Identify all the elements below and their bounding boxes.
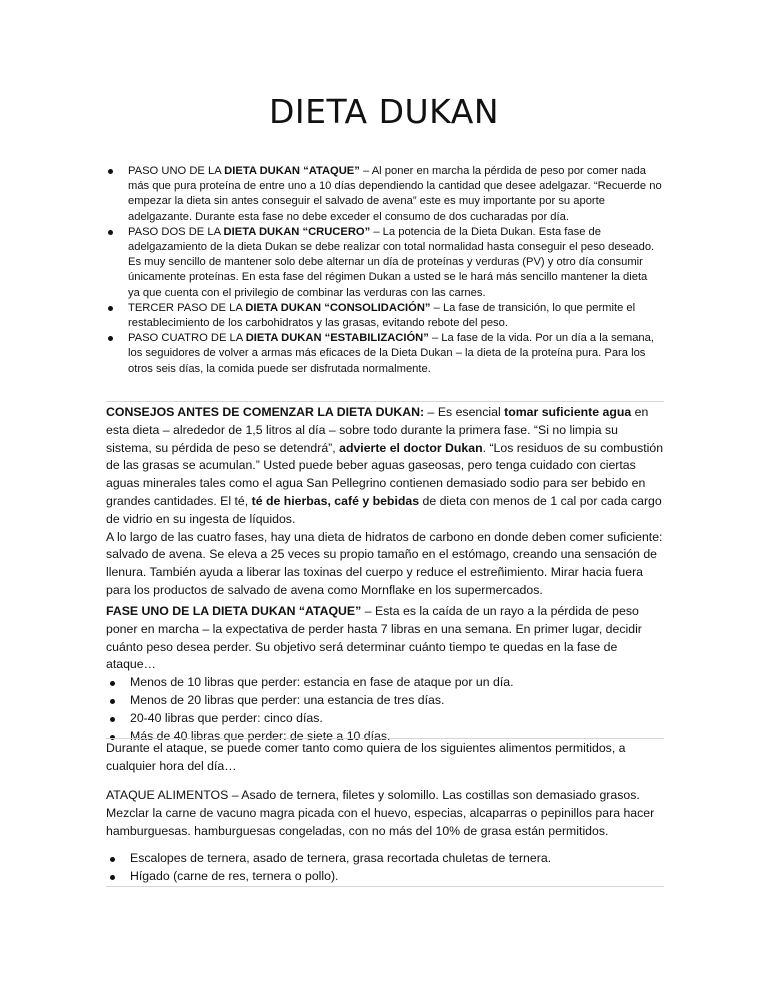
list-item bbox=[106, 850, 666, 868]
bullet-icon bbox=[108, 306, 113, 311]
step-text: – La potencia de la Dieta Dukan. Esta fase de adelgazamiento de la dieta Dukan se debe realizar con total normalidad hasta conseguir el peso deseado. Es muy sencillo de mantener solo debe alternar un día de proteínas y verduras (PV) y otro día consumir únicamente proteínas. En esta fase del régimen Dukan a usted se le hará más sencillo mantener la dieta ya que cuenta con el privilegio de combinar las verduras con las carnes. bbox=[128, 225, 655, 299]
consejos-section bbox=[106, 404, 666, 600]
consejos-text-4: de dieta con menos de 1 cal por cada cargo de vidrio en su ingesta de líquidos. bbox=[106, 493, 662, 526]
alimentos-list bbox=[106, 850, 666, 886]
step-prefix: TERCER PASO DE LA bbox=[128, 301, 246, 314]
consejos-paragraph-2: A lo largo de las cuatro fases, hay una dieta de hidratos de carbono en donde deben comer suficiente: salvado de avena. Se eleva a 25 veces su propio tamaño en el estómago, creando una sensación de llenura. También ayuda a liberar las toxinas del cuerpo y reduce el estreñimiento. Mirar hacia fuera para los productos de salvado de avena como Mornflake en los supermercados. bbox=[106, 529, 663, 597]
fase-uno-section bbox=[106, 603, 666, 745]
list-item-text: Menos de 20 libras que perder: una estancia de tres días. bbox=[130, 692, 445, 707]
bullet-icon bbox=[110, 681, 115, 686]
list-item-text: Más de 40 libras que perder: de siete a 10 días. bbox=[130, 728, 391, 743]
list-item-step-2 bbox=[106, 225, 662, 301]
fase-uno-paragraph bbox=[106, 603, 666, 674]
list-item bbox=[106, 868, 666, 886]
steps-list bbox=[106, 164, 662, 377]
step-heading: DIETA DUKAN “CONSOLIDACIÓN” bbox=[245, 301, 431, 314]
step-prefix: PASO DOS DE LA bbox=[128, 225, 224, 238]
consejos-paragraph bbox=[106, 404, 666, 529]
bullet-icon bbox=[108, 336, 113, 341]
list-item-text: Escalopes de ternera, asado de ternera, grasa recortada chuletas de ternera. bbox=[130, 851, 552, 865]
consejos-bold-2: tomar suficiente agua bbox=[504, 405, 632, 419]
document-title: DIETA DUKAN bbox=[268, 92, 500, 131]
bullet-icon bbox=[110, 875, 115, 880]
bullet-icon bbox=[108, 230, 113, 235]
consejos-text-1: – Es esencial bbox=[424, 405, 505, 419]
alimentos-paragraph: ATAQUE ALIMENTOS – Asado de ternera, filetes y solomillo. Las costillas son demasiado grasos. Mezclar la carne de vacuno magra picada con el huevo, especias, alcaparras o pepinillos para hacer hamburguesas. hamburguesas congeladas, con no más del 10% de grasa están permitidos. bbox=[106, 788, 655, 838]
fase-uno-text: – Esta es la caída de un rayo a la pérdida de peso poner en marcha – la expectativa de perder hasta 7 libras en una semana. En primer lugar, decidir cuánto peso desea perder. Su objetivo será determinar cuánto tiempo te quedas en la fase de ataque… bbox=[106, 604, 642, 672]
consejos-text-3: . “Los residuos de su combustión de las grasas se acumulan.” Usted puede beber aguas gaseosas, pero tenga cuidado con ciertas aguas minerales tales como el agua San Pellegrino contienen demasiado sodio para ser bebido en grandes cantidades. El té, bbox=[106, 440, 664, 508]
fase-uno-after: Durante el ataque, se puede comer tanto como quiera de los siguientes alimentos permitidos, a cualquier hora del día… bbox=[106, 741, 626, 773]
list-item bbox=[106, 710, 666, 728]
list-item bbox=[106, 692, 666, 710]
divider bbox=[106, 401, 664, 402]
step-heading: DIETA DUKAN “CRUCERO” bbox=[223, 225, 371, 238]
list-item-step-1 bbox=[106, 164, 662, 225]
list-item-step-3 bbox=[106, 301, 662, 331]
consejos-text-2: en esta dieta – alrededor de 1,5 litros al día – sobre todo durante la primera fase. “Si no limpia su sistema, su pérdida de peso se detendrá”, bbox=[106, 405, 649, 455]
step-prefix: PASO CUATRO DE LA bbox=[128, 332, 246, 345]
divider bbox=[106, 738, 664, 739]
step-heading: DIETA DUKAN “ESTABILIZACIÓN” bbox=[245, 332, 429, 345]
list-item-step-4 bbox=[106, 331, 662, 377]
consejos-bold-3: advierte el doctor Dukan bbox=[339, 440, 483, 455]
step-text: – La fase de la vida. Por un día a la semana, los seguidores de volver a armas más eficaces de la Dieta Dukan – la dieta de la proteína pura. Para los otros seis días, la comida puede ser disfrutada normalmente. bbox=[128, 332, 654, 375]
consejos-bold-4: té de hierbas, café y bebidas bbox=[251, 493, 420, 508]
list-item-text: Menos de 10 libras que perder: estancia en fase de ataque por un día. bbox=[130, 675, 514, 690]
list-item-text: 20-40 libras que perder: cinco días. bbox=[130, 710, 323, 725]
consejos-heading: CONSEJOS ANTES DE COMENZAR LA DIETA DUKAN: bbox=[106, 405, 425, 419]
step-text: – Al poner en marcha la pérdida de peso por comer nada más que pura proteína de entre uno a 10 días dependiendo la cantidad que desee adelgazar. “Recuerde no empezar la dieta sin antes conseguir el salvado de avena” este es muy importante por su aporte adelgazante. Durante esta fase no debe exceder el consumo de dos cucharadas por día. bbox=[128, 165, 662, 223]
bullet-icon bbox=[110, 699, 115, 704]
divider bbox=[106, 886, 664, 887]
bullet-icon bbox=[110, 717, 115, 722]
fase-uno-heading: FASE UNO DE LA DIETA DUKAN “ATAQUE” bbox=[106, 604, 362, 618]
step-heading: DIETA DUKAN “ATAQUE” bbox=[224, 165, 360, 177]
step-text: – La fase de transición, lo que permite el restablecimiento de los carbohidratos y las grasas, evitando rebote del peso. bbox=[128, 301, 636, 330]
list-item-text: Hígado (carne de res, ternera o pollo). bbox=[130, 868, 339, 883]
bullet-icon bbox=[110, 857, 115, 862]
list-item bbox=[106, 674, 666, 692]
step-prefix: PASO UNO DE LA bbox=[128, 165, 225, 177]
fase-uno-list bbox=[106, 674, 666, 745]
bullet-icon bbox=[108, 169, 113, 174]
